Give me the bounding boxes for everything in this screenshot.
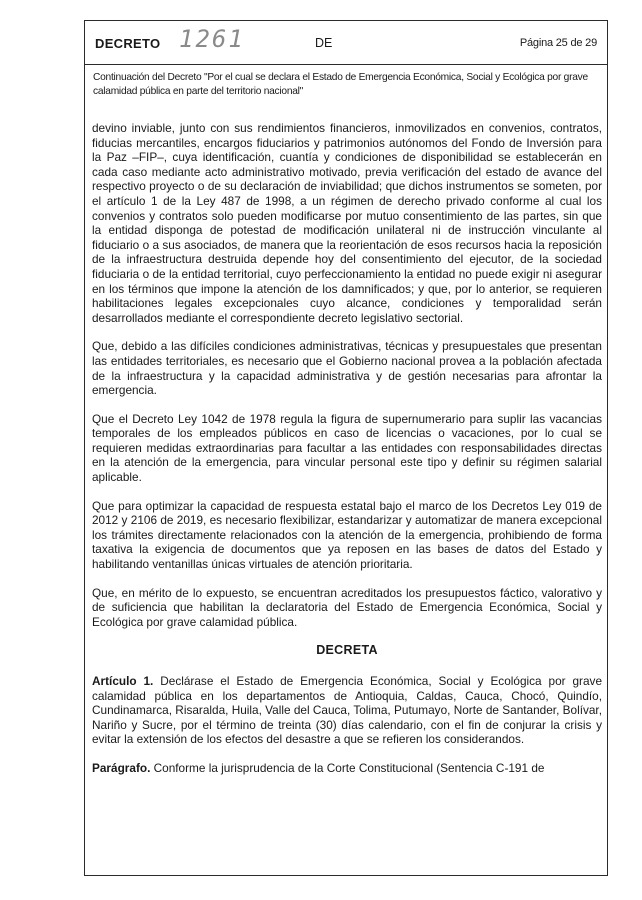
header-divider: [85, 64, 607, 65]
paragrafo: [92, 761, 602, 776]
decree-header: [85, 21, 607, 61]
body-paragraph: Que el Decreto Ley 1042 de 1978 regula la figura de supernumerario para suplir las vacancias temporales de los empleados públicos en caso de licencias o vacaciones, por lo cual se requieren medidas extraordinarias para facultar a las entidades con responsabilidades directas en la atención de la emergencia, para vincular personal este tipo y definir su régimen salarial aplicable.: [92, 411, 602, 485]
decree-body: [92, 121, 602, 790]
decreta-heading: DECRETA: [316, 643, 378, 658]
article-1: [92, 674, 602, 747]
continuation-title: Continuación del Decreto "Por el cual se declara el Estado de Emergencia Económica, Social y Ecológica por grave calamidad pública en parte del territorio nacional": [93, 72, 588, 97]
de-label: DE: [315, 36, 333, 50]
page-number: Página 25 de 29: [519, 37, 597, 49]
body-paragraph: Que para optimizar la capacidad de respuesta estatal bajo el marco de los Decretos Ley 019 de 2012 y 2106 de 2019, es necesario flexibilizar, estandarizar y automatizar de manera excepcional los trámites directamente relacionados con la atención de la emergencia, prohibiendo de forma taxativa la exigencia de documentos que ya reposen en las bases de datos del Estado y habilitando ventanillas únicas virtuales de atención prioritaria.: [92, 498, 602, 572]
decree-page-frame: [84, 20, 608, 876]
decreto-label: DECRETO: [95, 36, 161, 51]
body-paragraph: devino inviable, junto con sus rendimientos financieros, inmovilizados en convenios, contratos, fiducias mercantiles, encargos fiduciarios y patrimonios autónomos del Fondo de Inversión para la Paz –FIP–, cuya identificación, cuantía y condiciones de disponibilidad se establecerán en cada caso mediante acto administrativo motivado, previa verificación del estado de avance del respectivo proyecto o de su declaración de inviabilidad; que dichos instrumentos se someten, por el artículo 1 de la Ley 487 de 1998, a un régimen de derecho privado conforme al cual los convenios y contratos solo pueden modificarse por mutuo consentimiento de las partes, sin que la entidad disponga de potestad de modificación unilateral ni de instrucción vinculante al fiduciario o a sus asociados, de manera que la reorientación de esos recursos hacia la reposición de la infraestructura destruida depende hoy del consentimiento del ejecutor, de la sociedad fiduciaria o de la entidad territorial, cuyo perfeccionamiento la entidad no puede exigir ni asegurar en los términos que impone la atención de los damnificados; y que, por lo anterior, se requieren habilitaciones legales excepcionales cuyo alcance, condiciones y temporalidad serán desarrollados mediante el correspondiente decreto legislativo sectorial.: [92, 121, 602, 325]
body-paragraph: Que, debido a las difíciles condiciones administrativas, técnicas y presupuestales que presentan las entidades territoriales, es necesario que el Gobierno nacional provea a la población afectada de la infraestructura y la capacidad administrativa y de gestión necesarias para afrontar la emergencia.: [92, 339, 602, 398]
article-1-label: Artículo 1.: [92, 674, 154, 688]
body-paragraph: Que, en mérito de lo expuesto, se encuentran acreditados los presupuestos fáctico, valorativo y de suficiencia que habilitan la declaratoria del Estado de Emergencia Económica, Social y Ecológica por grave calamidad pública.: [92, 585, 602, 629]
paragrafo-text: Conforme la jurisprudencia de la Corte Constitucional (Sentencia C-191 de: [150, 760, 545, 775]
decreto-number: 1261: [179, 25, 245, 53]
article-1-text: Declárase el Estado de Emergencia Económica, Social y Ecológica por grave calamidad pública en los departamentos de Antioquia, Caldas, Cauca, Chocó, Quindío, Cundinamarca, Risaralda, Huila, Valle del Cauca, Tolima, Putumayo, Norte de Santander, Bolívar, Nariño y Sucre, por el término de treinta (30) días calendario, con el fin de conjurar la crisis y evitar la extensión de los efectos del desastre a que se refieren los considerandos.: [92, 674, 603, 747]
paragrafo-label: Parágrafo.: [92, 760, 151, 775]
